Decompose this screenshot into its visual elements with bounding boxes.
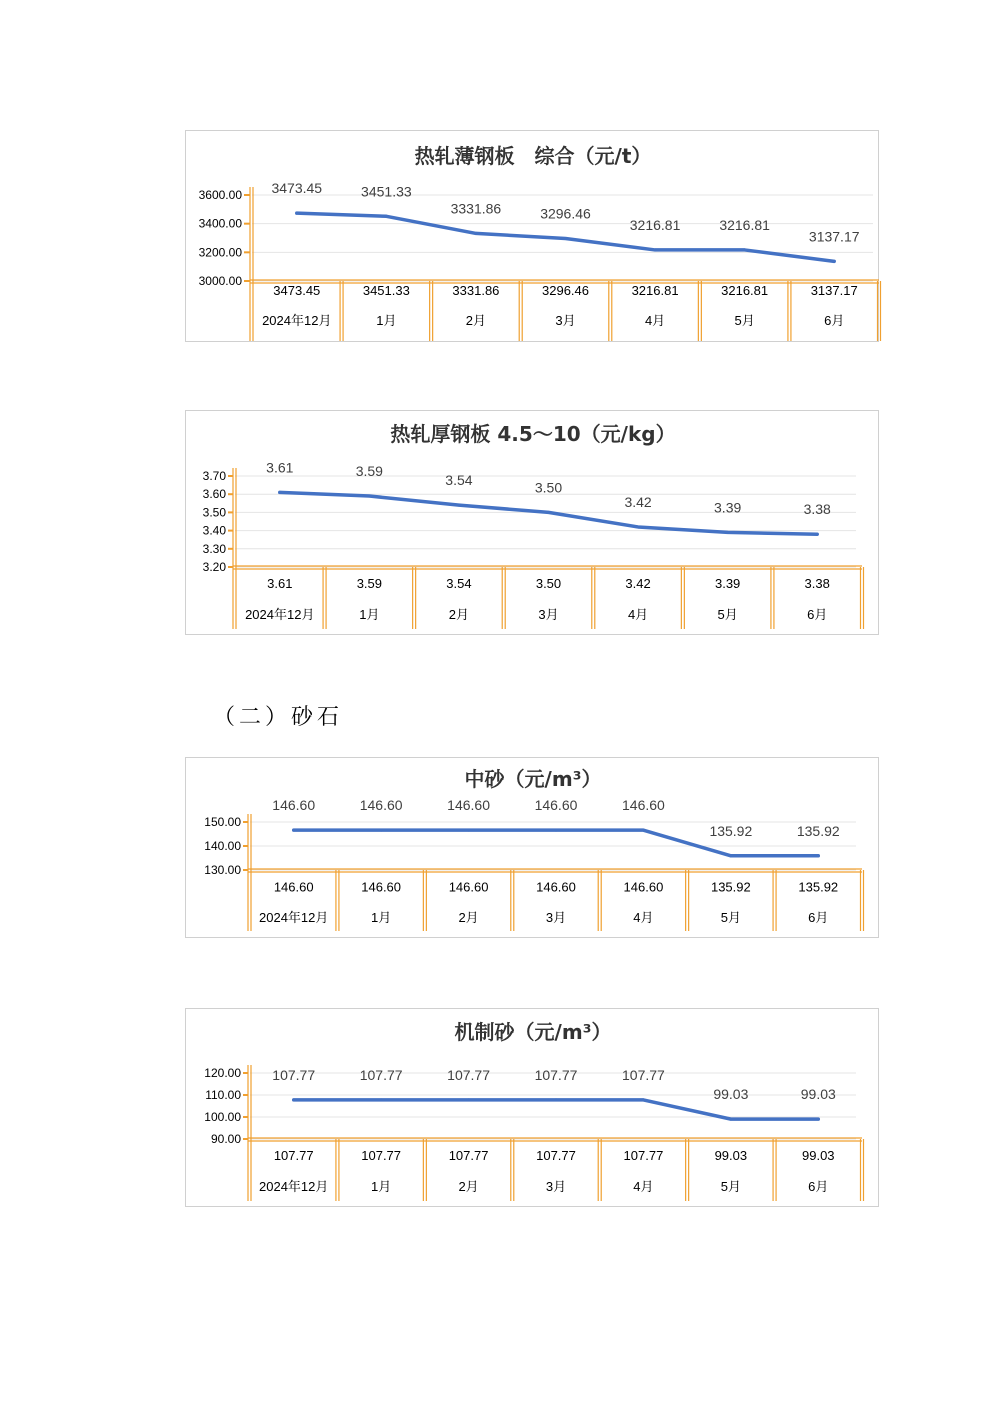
data-label: 107.77 [622, 1066, 665, 1083]
data-label: 3.42 [624, 493, 652, 510]
chart-title: 中砂（元/m³） [464, 767, 602, 791]
chart-svg [186, 758, 880, 939]
table-value-cell: 3137.17 [810, 283, 858, 298]
table-category-cell: 2024年12月 [259, 910, 329, 925]
table-value-cell: 3.42 [625, 576, 651, 591]
data-point [729, 854, 732, 857]
table-category-cell: 2024年12月 [259, 1179, 329, 1194]
table-category-cell: 3月 [545, 910, 567, 925]
data-label: 3473.45 [271, 180, 323, 197]
data-point [457, 504, 460, 507]
table-value-cell: 3473.45 [273, 283, 321, 298]
table-value-cell: 135.92 [798, 879, 839, 895]
data-label: 3216.81 [629, 216, 681, 233]
y-tick-label: 3.40 [202, 523, 226, 538]
table-value-cell: 3331.86 [452, 283, 500, 298]
data-point [295, 212, 298, 215]
table-category-cell: 2024年12月 [262, 313, 332, 328]
data-label: 107.77 [359, 1066, 403, 1083]
data-label: 3.38 [803, 501, 831, 518]
data-point [474, 232, 477, 235]
table-value-cell: 3216.81 [721, 283, 769, 298]
data-point [726, 531, 729, 534]
data-point [817, 1118, 820, 1121]
table-category-cell: 3月 [545, 1179, 567, 1194]
data-point [654, 248, 657, 251]
series-line [294, 1100, 819, 1119]
table-value-cell: 3451.33 [362, 283, 410, 298]
table-value-cell: 3296.46 [542, 283, 589, 298]
data-label: 3216.81 [719, 216, 770, 233]
table-category-cell: 4月 [633, 910, 654, 925]
y-tick-label: 3400.00 [198, 216, 242, 231]
table-category-cell: 5月 [720, 910, 741, 925]
chart-hot-rolled-thick-steel [185, 410, 879, 635]
table-category-cell: 6月 [824, 313, 845, 328]
data-label: 3.54 [445, 472, 473, 489]
table-value-cell: 146.60 [448, 879, 489, 895]
data-label: 146.60 [272, 797, 316, 814]
y-tick-label: 3200.00 [198, 245, 242, 260]
y-tick-label: 3000.00 [198, 274, 242, 288]
y-tick-label: 150.00 [204, 815, 241, 829]
table-category-cell: 1月 [376, 313, 397, 328]
table-value-cell: 99.03 [714, 1148, 748, 1163]
data-point [817, 854, 820, 857]
data-point [368, 495, 371, 498]
table-category-cell: 5月 [720, 1179, 741, 1194]
table-value-cell: 3.39 [714, 576, 741, 591]
data-point [555, 1098, 558, 1101]
table-value-cell: 107.77 [623, 1148, 664, 1163]
table-category-cell: 2月 [448, 607, 470, 622]
table-value-cell: 3.38 [804, 576, 830, 591]
table-category-cell: 3月 [555, 313, 576, 328]
table-value-cell: 146.60 [273, 879, 314, 895]
y-tick-label: 130.00 [204, 863, 241, 877]
data-point [292, 829, 295, 832]
data-label: 135.92 [709, 822, 753, 839]
table-category-cell: 6月 [808, 910, 829, 925]
data-label: 3451.33 [361, 183, 412, 200]
data-label: 107.77 [272, 1066, 316, 1083]
table-category-cell: 4月 [644, 313, 666, 328]
table-value-cell: 107.77 [361, 1148, 402, 1163]
table-value-cell: 3.59 [356, 576, 383, 591]
table-value-cell: 3.61 [267, 576, 293, 591]
chart-hot-rolled-thin-steel [185, 130, 879, 342]
table-value-cell: 146.60 [536, 879, 576, 895]
chart-svg [186, 411, 880, 636]
table-category-cell: 5月 [734, 313, 755, 328]
data-point [385, 215, 388, 218]
data-point [547, 511, 550, 514]
data-point [555, 829, 558, 832]
table-category-cell: 3月 [538, 607, 559, 622]
table-category-cell: 2024年12月 [245, 607, 315, 622]
table-value-cell: 146.60 [623, 879, 664, 895]
y-tick-label: 120.00 [204, 1066, 241, 1080]
data-point [380, 829, 383, 832]
table-category-cell: 1月 [371, 1179, 392, 1194]
data-label: 146.60 [359, 797, 403, 814]
y-tick-label: 90.00 [210, 1132, 241, 1146]
table-category-cell: 1月 [371, 910, 392, 925]
data-point [833, 260, 836, 263]
data-label: 3296.46 [540, 205, 591, 222]
data-point [816, 533, 819, 536]
chart-svg [186, 1009, 880, 1208]
table-value-cell: 3.50 [535, 576, 562, 591]
y-tick-label: 140.00 [204, 839, 241, 853]
table-value-cell: 146.60 [361, 879, 402, 895]
data-point [743, 248, 746, 251]
table-value-cell: 107.77 [536, 1148, 576, 1163]
data-label: 3.39 [714, 499, 742, 516]
data-label: 3.59 [355, 463, 383, 480]
table-value-cell: 107.77 [273, 1148, 314, 1163]
data-label: 146.60 [622, 797, 665, 814]
chart-title: 机制砂（元/m³） [454, 1020, 612, 1044]
data-label: 3.50 [534, 479, 563, 496]
y-tick-label: 3.30 [202, 541, 226, 556]
data-label: 107.77 [447, 1066, 490, 1083]
table-category-cell: 6月 [808, 1179, 829, 1194]
table-category-cell: 6月 [807, 607, 828, 622]
data-label: 99.03 [713, 1086, 749, 1103]
table-value-cell: 3.54 [446, 576, 472, 591]
data-point [292, 1098, 295, 1101]
data-point [637, 525, 640, 528]
data-point [642, 829, 645, 832]
table-category-cell: 1月 [359, 607, 380, 622]
table-value-cell: 135.92 [710, 879, 751, 895]
data-label: 135.92 [796, 822, 840, 839]
data-point [467, 829, 470, 832]
data-label: 99.03 [800, 1086, 836, 1103]
data-label: 3331.86 [450, 200, 502, 217]
data-point [564, 237, 567, 240]
y-tick-label: 3.70 [202, 469, 226, 483]
table-category-cell: 2月 [465, 313, 487, 328]
y-tick-label: 3.60 [202, 487, 226, 502]
data-point [467, 1098, 470, 1101]
data-label: 146.60 [534, 797, 578, 814]
chart-svg [186, 131, 880, 343]
section-heading-sand-stone: （二）砂石 [213, 705, 344, 730]
table-category-cell: 2月 [458, 1179, 479, 1194]
table-category-cell: 4月 [633, 1179, 654, 1194]
table-category-cell: 4月 [627, 607, 649, 622]
table-value-cell: 3216.81 [631, 283, 679, 298]
chart-title: 热轧厚钢板 4.5～10（元/kg） [390, 422, 676, 446]
table-category-cell: 2月 [458, 910, 479, 925]
table-value-cell: 99.03 [802, 1148, 835, 1163]
y-tick-label: 110.00 [205, 1088, 241, 1102]
data-label: 3137.17 [808, 228, 860, 245]
data-point [278, 491, 281, 494]
y-tick-label: 3.20 [202, 560, 226, 574]
table-category-cell: 5月 [717, 607, 738, 622]
y-tick-label: 3.50 [202, 505, 226, 520]
data-point [380, 1098, 383, 1101]
chart-manufactured-sand [185, 1008, 879, 1207]
chart-medium-sand [185, 757, 879, 938]
chart-title: 热轧薄钢板 综合（元/t） [414, 144, 652, 168]
data-label: 107.77 [534, 1066, 578, 1083]
y-tick-label: 100.00 [204, 1110, 241, 1124]
data-label: 146.60 [447, 797, 490, 814]
data-point [729, 1118, 732, 1121]
data-label: 3.61 [266, 459, 294, 476]
data-point [642, 1098, 645, 1101]
table-value-cell: 107.77 [448, 1148, 489, 1163]
y-tick-label: 3600.00 [198, 188, 242, 202]
